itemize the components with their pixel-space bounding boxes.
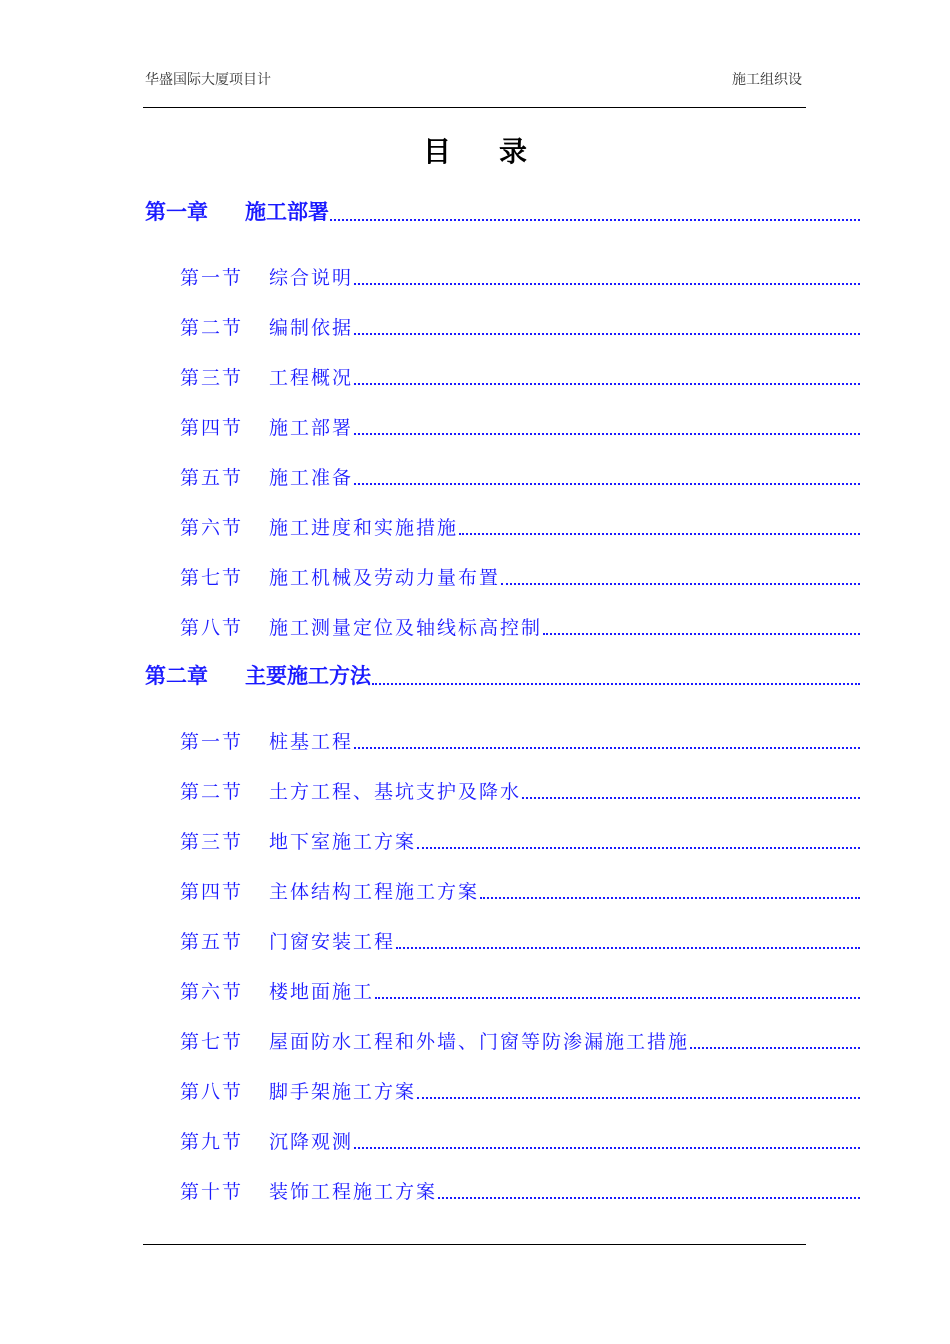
toc-section[interactable]	[180, 460, 860, 490]
section-title: 工程概况	[269, 367, 354, 389]
toc-title: 目录	[422, 135, 575, 168]
section-title: 沉降观测	[269, 1131, 354, 1153]
section-title: 楼地面施工	[269, 981, 375, 1003]
section-title: 土方工程、基坑支护及降水	[269, 781, 522, 803]
dot-leader	[438, 1197, 860, 1199]
dot-leader	[522, 797, 860, 799]
toc-chapter-1[interactable]	[145, 196, 860, 226]
section-number: 第七节	[180, 1031, 244, 1053]
section-title: 装饰工程施工方案	[269, 1181, 438, 1203]
toc-section[interactable]	[180, 560, 860, 590]
toc-section[interactable]	[180, 824, 860, 854]
section-number: 第八节	[180, 1081, 244, 1103]
section-number: 第八节	[180, 617, 244, 639]
section-title: 施工进度和实施措施	[269, 517, 459, 539]
toc-section[interactable]	[180, 260, 860, 290]
chapter-title: 施工部署	[245, 200, 329, 224]
chapter-number: 第二章	[145, 664, 208, 688]
section-number: 第五节	[180, 931, 244, 953]
toc-section[interactable]	[180, 1124, 860, 1154]
section-number: 第十节	[180, 1181, 244, 1203]
toc-section[interactable]	[180, 1074, 860, 1104]
dot-leader	[543, 633, 860, 635]
section-number: 第一节	[180, 267, 244, 289]
section-title: 施工准备	[269, 467, 354, 489]
section-number: 第四节	[180, 881, 244, 903]
dot-leader	[354, 333, 860, 335]
header-document-type: 施工组织设	[732, 72, 802, 88]
section-title: 施工测量定位及轴线标高控制	[269, 617, 543, 639]
dot-leader	[372, 683, 860, 685]
toc-section[interactable]	[180, 410, 860, 440]
toc-section[interactable]	[180, 874, 860, 904]
dot-leader	[480, 897, 860, 899]
section-title: 编制依据	[269, 317, 354, 339]
dot-leader	[354, 383, 860, 385]
dot-leader	[396, 947, 860, 949]
chapter-title: 主要施工方法	[245, 664, 371, 688]
toc-section[interactable]	[180, 1174, 860, 1204]
toc-section[interactable]	[180, 510, 860, 540]
section-title: 脚手架施工方案	[269, 1081, 417, 1103]
dot-leader	[354, 433, 860, 435]
footer-rule	[143, 1244, 806, 1245]
section-number: 第二节	[180, 317, 244, 339]
dot-leader	[417, 847, 860, 849]
toc-section[interactable]	[180, 1024, 860, 1054]
section-title: 施工部署	[269, 417, 354, 439]
section-number: 第三节	[180, 831, 244, 853]
dot-leader	[690, 1047, 860, 1049]
chapter-number: 第一章	[145, 200, 208, 224]
toc-section[interactable]	[180, 924, 860, 954]
section-title: 主体结构工程施工方案	[269, 881, 480, 903]
toc-section[interactable]	[180, 724, 860, 754]
toc-section[interactable]	[180, 774, 860, 804]
dot-leader	[354, 747, 860, 749]
toc-section[interactable]	[180, 610, 860, 640]
dot-leader	[330, 219, 860, 221]
header-rule	[143, 107, 806, 108]
dot-leader	[501, 583, 860, 585]
section-number: 第五节	[180, 467, 244, 489]
dot-leader	[354, 1147, 860, 1149]
dot-leader	[354, 483, 860, 485]
section-number: 第三节	[180, 367, 244, 389]
dot-leader	[417, 1097, 860, 1099]
section-number: 第一节	[180, 731, 244, 753]
section-title: 屋面防水工程和外墙、门窗等防渗漏施工措施	[269, 1031, 690, 1053]
dot-leader	[459, 533, 860, 535]
section-number: 第六节	[180, 517, 244, 539]
section-title: 施工机械及劳动力量布置	[269, 567, 501, 589]
section-number: 第七节	[180, 567, 244, 589]
dot-leader	[354, 283, 860, 285]
section-title: 综合说明	[269, 267, 354, 289]
section-title: 门窗安装工程	[269, 931, 396, 953]
section-number: 第四节	[180, 417, 244, 439]
toc-section[interactable]	[180, 310, 860, 340]
dot-leader	[375, 997, 860, 999]
toc-chapter-2[interactable]	[145, 660, 860, 690]
section-number: 第二节	[180, 781, 244, 803]
section-number: 第九节	[180, 1131, 244, 1153]
section-title: 地下室施工方案	[269, 831, 417, 853]
section-title: 桩基工程	[269, 731, 354, 753]
section-number: 第六节	[180, 981, 244, 1003]
toc-section[interactable]	[180, 974, 860, 1004]
toc-section[interactable]	[180, 360, 860, 390]
header-project-name: 华盛国际大厦项目计	[145, 72, 271, 88]
